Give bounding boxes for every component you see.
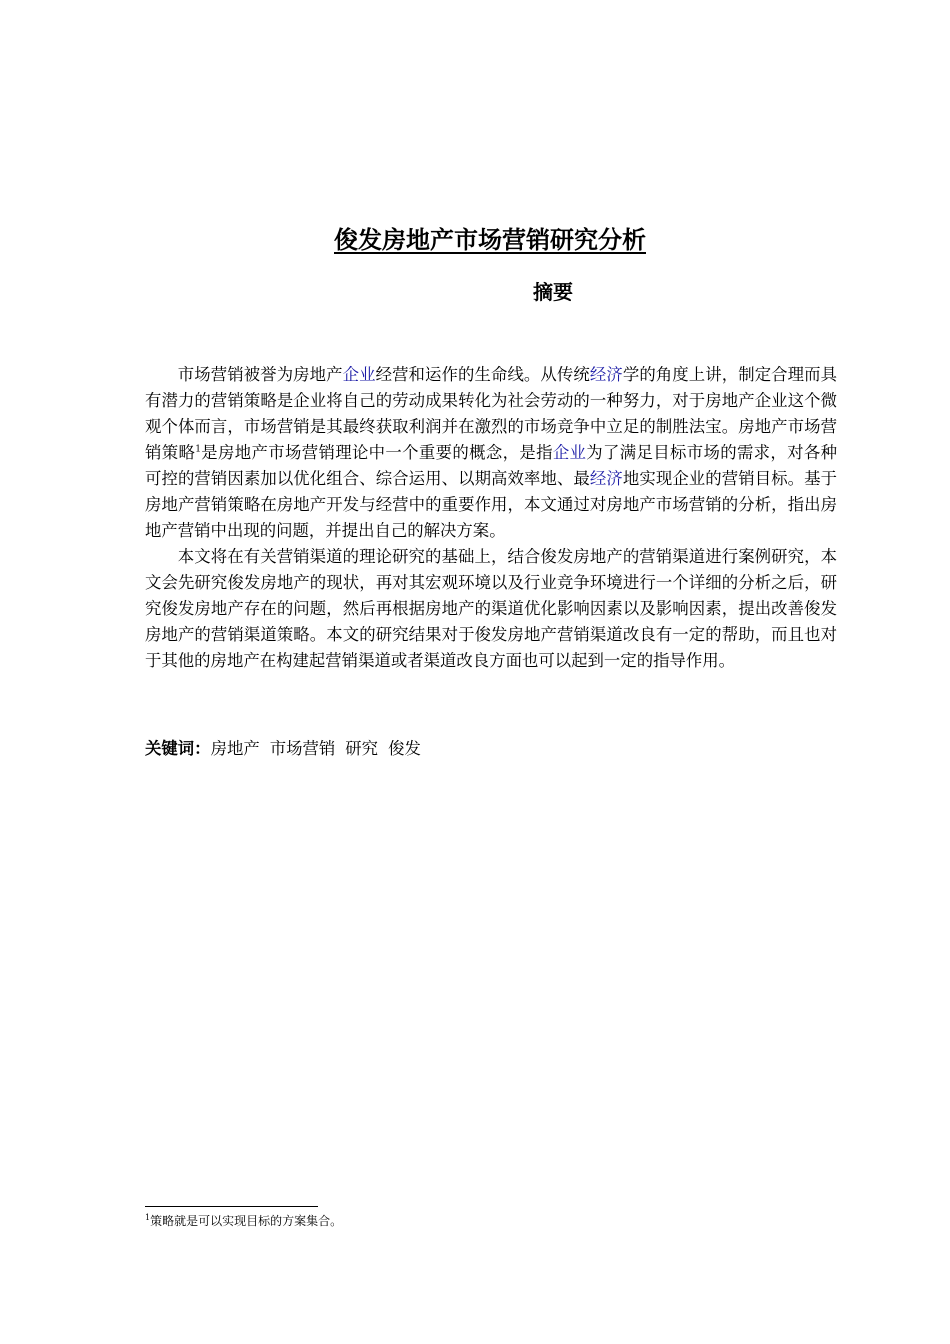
text-segment: 学的角度上讲，制定合理而具有潜力的营销策略是企业将自己的劳动成果转化为社会劳动的一种努力，对于房地产企业这个微观个体而言，市场营销是其最终获取利润并在激烈的市场竞争中立足的制胜法宝。房地产市场营销策略: [145, 365, 838, 462]
text-segment: 经营和运作的生命线。从传统: [375, 365, 590, 384]
keyword-item: 市场营销: [269, 739, 336, 758]
link-enterprise[interactable]: 企业: [342, 365, 376, 384]
abstract-paragraph-1: [145, 362, 837, 544]
document-title-text: 俊发房地产市场营销研究分析: [334, 226, 646, 254]
text-segment: 为了满足目标市场的需求，对各种可控的营销因素加以优化组合、综合运用、以期高效率地、最: [145, 443, 838, 488]
footnote: [145, 1212, 342, 1230]
text-segment: 地实现企业的营销目标。基于房地产营销策略在房地产开发与经营中的重要作用，本文通过对房地产市场营销的分析，指出房地产营销中出现的问题，并提出自己的解决方案。: [145, 469, 838, 540]
abstract-body: [145, 362, 837, 674]
keyword-item: 俊发: [388, 739, 421, 758]
link-economy[interactable]: 经济: [589, 469, 623, 488]
link-enterprise[interactable]: 企业: [552, 443, 587, 462]
text-segment: 市场营销被誉为房地产: [177, 365, 343, 384]
footnote-text: 策略就是可以实现目标的方案集合。: [150, 1214, 343, 1228]
abstract-heading: 摘要: [533, 280, 573, 304]
document-title: [0, 222, 950, 258]
footnote-reference[interactable]: 1: [195, 444, 201, 455]
keyword-item: 研究: [345, 739, 379, 758]
keywords-label: 关键词：: [145, 739, 211, 758]
text-segment: 是房地产市场营销理论中一个重要的概念，是指: [200, 443, 553, 462]
link-economy[interactable]: 经济: [589, 365, 623, 384]
abstract-paragraph-2: 本文将在有关营销渠道的理论研究的基础上，结合俊发房地产的营销渠道进行案例研究，本文会先研究俊发房地产的现状，再对其宏观环境以及行业竞争环境进行一个详细的分析之后，研究俊发房地产存在的问题，然后再根据房地产的渠道优化影响因素以及影响因素，提出改善俊发房地产的营销渠道策略。本文的研究结果对于俊发房地产营销渠道改良有一定的帮助，而且也对于其他的房地产在构建起营销渠道或者渠道改良方面也可以起到一定的指导作用。: [145, 547, 837, 670]
keywords-line: [145, 736, 431, 762]
footnote-mark: 1: [145, 1213, 151, 1222]
keyword-item: 房地产: [210, 739, 260, 758]
footnote-divider: [145, 1206, 318, 1207]
